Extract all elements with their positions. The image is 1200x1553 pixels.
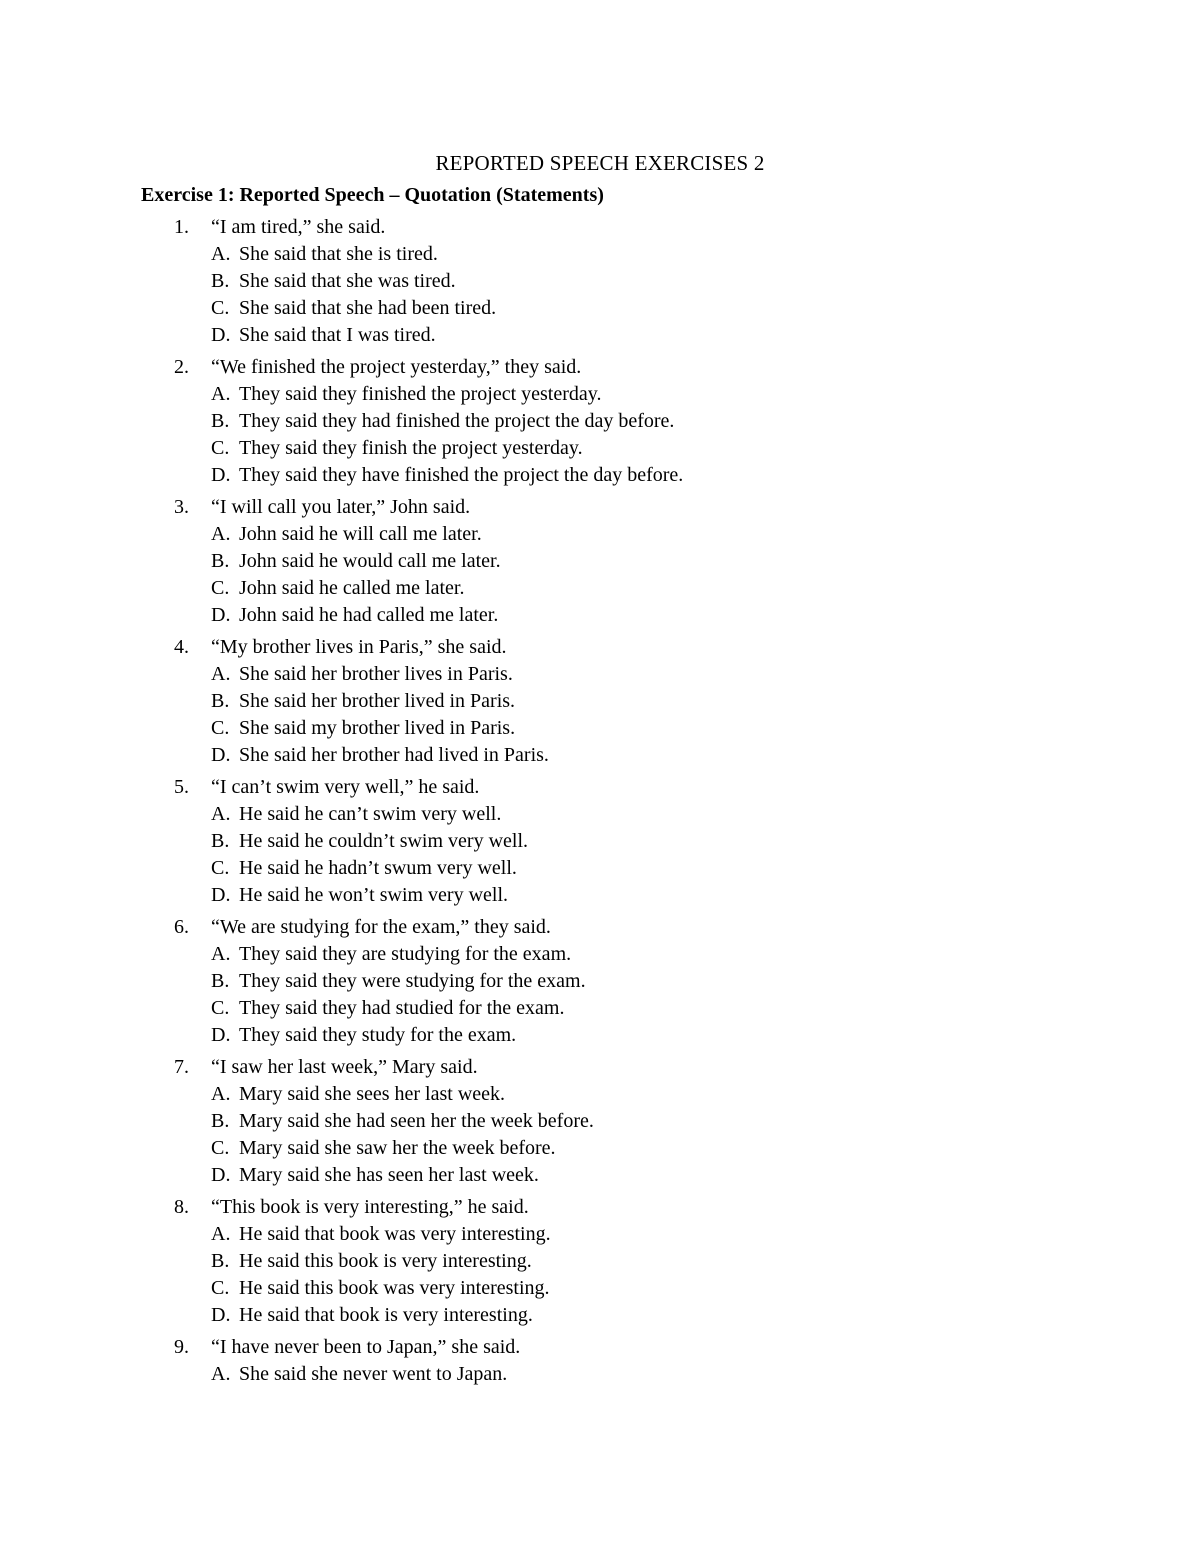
answer-option [0,1022,1200,1049]
question-prompt: “I will call you later,” John said. [211,496,471,518]
option-text: John said he called me later. [239,577,465,599]
option-text: They said they are studying for the exam. [239,943,572,965]
option-letter: A. [211,1223,231,1245]
question-item [0,1054,1200,1189]
option-text: John said he will call me later. [239,523,482,545]
answer-option [0,1081,1200,1108]
option-letter: A. [211,803,231,825]
question-item [0,1334,1200,1388]
answer-option [0,575,1200,602]
option-letter: B. [211,970,230,992]
option-letter: B. [211,270,230,292]
answer-option [0,268,1200,295]
option-text: They said they finished the project yesterday. [239,383,602,405]
answer-option [0,462,1200,489]
option-letter: A. [211,383,231,405]
option-text: He said this book was very interesting. [239,1277,550,1299]
question-item [0,1194,1200,1329]
question-prompt-row [0,1054,1200,1081]
question-prompt-row [0,1334,1200,1361]
option-text: They said they study for the exam. [239,1024,517,1046]
question-prompt-row [0,354,1200,381]
option-text: She said my brother lived in Paris. [239,717,516,739]
option-letter: D. [211,884,231,906]
option-text: They said they have finished the project the day before. [239,464,684,486]
answer-option [0,1302,1200,1329]
answer-option [0,742,1200,769]
answer-option [0,1361,1200,1388]
option-letter: B. [211,830,230,852]
option-text: She said that she had been tired. [239,297,497,319]
answer-option [0,941,1200,968]
answer-option [0,435,1200,462]
question-prompt: “We finished the project yesterday,” they said. [211,356,582,378]
option-text: He said he hadn’t swum very well. [239,857,517,879]
question-item [0,494,1200,629]
option-letter: A. [211,1363,231,1385]
option-text: Mary said she sees her last week. [239,1083,506,1105]
option-letter: C. [211,437,230,459]
question-prompt-row [0,214,1200,241]
question-number: 8. [174,1196,189,1218]
question-prompt-row [0,1194,1200,1221]
question-number: 9. [174,1336,189,1358]
option-letter: D. [211,324,231,346]
question-number: 4. [174,636,189,658]
question-prompt-row [0,774,1200,801]
question-prompt: “We are studying for the exam,” they said. [211,916,551,938]
question-prompt: “My brother lives in Paris,” she said. [211,636,507,658]
document-title: REPORTED SPEECH EXERCISES 2 [435,151,765,175]
option-text: John said he would call me later. [239,550,501,572]
option-text: John said he had called me later. [239,604,499,626]
answer-option [0,1275,1200,1302]
question-prompt-row [0,494,1200,521]
question-prompt: “This book is very interesting,” he said. [211,1196,529,1218]
question-item [0,774,1200,909]
question-item [0,354,1200,489]
option-letter: C. [211,717,230,739]
option-letter: A. [211,523,231,545]
answer-option [0,1248,1200,1275]
option-letter: B. [211,550,230,572]
option-text: She said that she is tired. [239,243,438,265]
answer-option [0,828,1200,855]
option-text: She said her brother lived in Paris. [239,690,516,712]
option-text: They said they had finished the project the day before. [239,410,675,432]
question-number: 3. [174,496,189,518]
question-number: 6. [174,916,189,938]
question-item [0,214,1200,349]
answer-option [0,882,1200,909]
option-letter: C. [211,997,230,1019]
question-number: 2. [174,356,189,378]
question-item [0,634,1200,769]
exercise-heading: Exercise 1: Reported Speech – Quotation (Statements) [141,184,604,206]
option-letter: A. [211,943,231,965]
option-text: She said her brother had lived in Paris. [239,744,549,766]
option-text: They said they finish the project yesterday. [239,437,583,459]
option-letter: C. [211,857,230,879]
answer-option [0,1162,1200,1189]
answer-option [0,548,1200,575]
option-letter: A. [211,1083,231,1105]
question-prompt-row [0,634,1200,661]
question-number: 1. [174,216,189,238]
option-letter: D. [211,1304,231,1326]
option-text: He said that book was very interesting. [239,1223,551,1245]
option-text: He said this book is very interesting. [239,1250,532,1272]
option-letter: D. [211,744,231,766]
option-text: Mary said she saw her the week before. [239,1137,556,1159]
option-letter: B. [211,690,230,712]
option-letter: C. [211,1137,230,1159]
option-letter: C. [211,577,230,599]
answer-option [0,521,1200,548]
question-prompt: “I have never been to Japan,” she said. [211,1336,521,1358]
question-prompt: “I saw her last week,” Mary said. [211,1056,478,1078]
question-number: 5. [174,776,189,798]
question-list [0,214,1200,1393]
answer-option [0,322,1200,349]
option-text: She said her brother lives in Paris. [239,663,513,685]
answer-option [0,661,1200,688]
answer-option [0,995,1200,1022]
answer-option [0,801,1200,828]
option-letter: B. [211,1110,230,1132]
option-letter: D. [211,464,231,486]
option-text: They said they had studied for the exam. [239,997,565,1019]
answer-option [0,1108,1200,1135]
answer-option [0,1135,1200,1162]
answer-option [0,381,1200,408]
answer-option [0,241,1200,268]
option-letter: D. [211,1024,231,1046]
option-text: He said he couldn’t swim very well. [239,830,529,852]
option-letter: B. [211,410,230,432]
answer-option [0,602,1200,629]
option-letter: D. [211,604,231,626]
answer-option [0,688,1200,715]
answer-option [0,408,1200,435]
question-prompt-row [0,914,1200,941]
question-item [0,914,1200,1049]
question-prompt: “I can’t swim very well,” he said. [211,776,480,798]
option-text: Mary said she has seen her last week. [239,1164,539,1186]
option-letter: A. [211,663,231,685]
answer-option [0,968,1200,995]
answer-option [0,715,1200,742]
option-letter: C. [211,1277,230,1299]
question-prompt: “I am tired,” she said. [211,216,386,238]
option-text: She said she never went to Japan. [239,1363,508,1385]
option-letter: C. [211,297,230,319]
option-text: Mary said she had seen her the week before. [239,1110,594,1132]
option-text: He said that book is very interesting. [239,1304,533,1326]
option-letter: B. [211,1250,230,1272]
option-letter: A. [211,243,231,265]
option-text: They said they were studying for the exam. [239,970,586,992]
option-text: She said that she was tired. [239,270,456,292]
option-text: He said he won’t swim very well. [239,884,509,906]
answer-option [0,1221,1200,1248]
answer-option [0,855,1200,882]
option-text: She said that I was tired. [239,324,436,346]
option-letter: D. [211,1164,231,1186]
question-number: 7. [174,1056,189,1078]
option-text: He said he can’t swim very well. [239,803,502,825]
answer-option [0,295,1200,322]
